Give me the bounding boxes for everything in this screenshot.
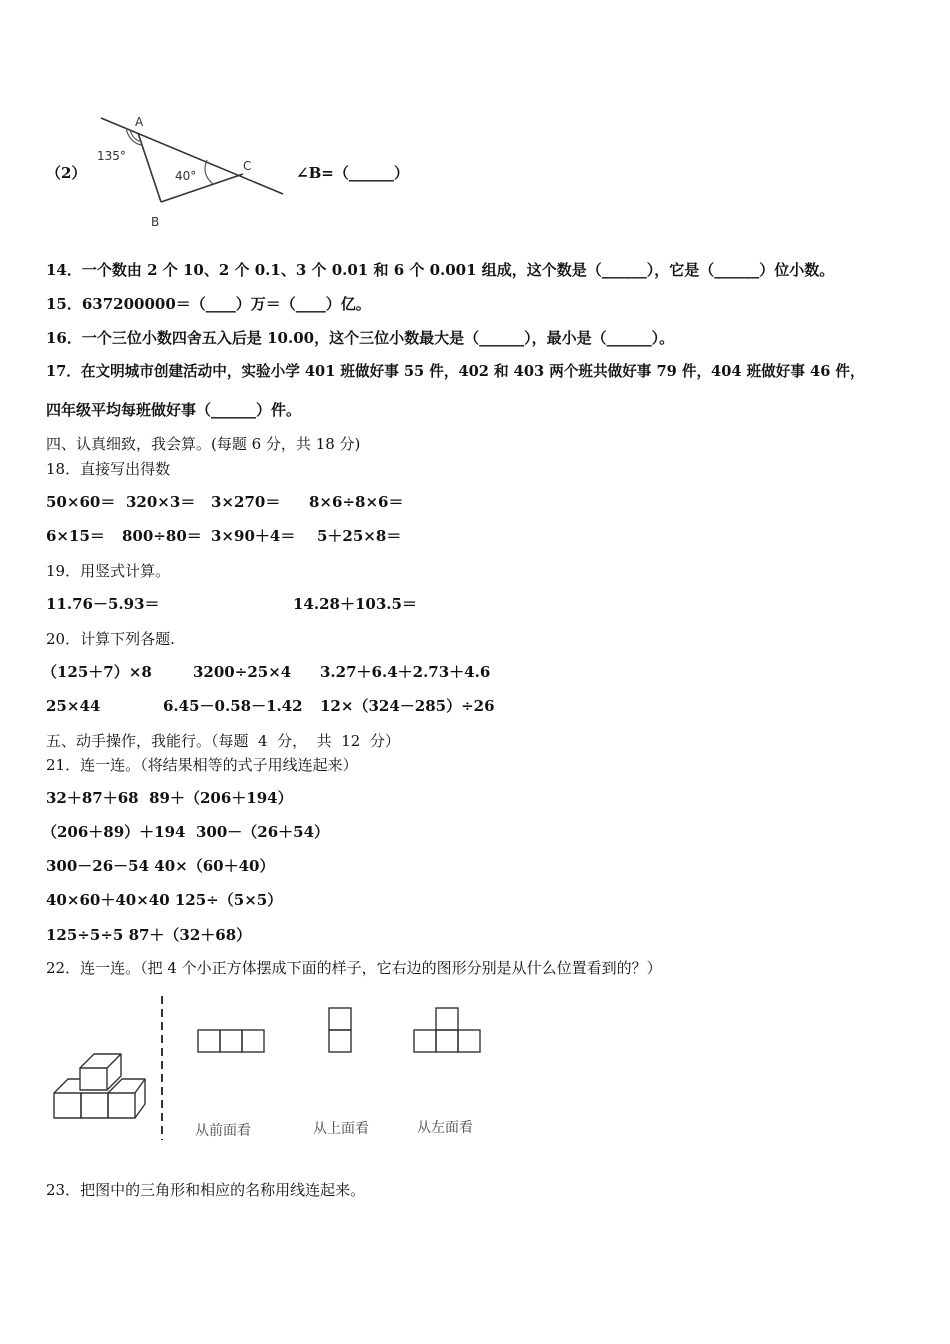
q20-item: 3.27＋6.4＋2.73＋4.6 bbox=[320, 663, 491, 681]
q18-item: 320×3＝ bbox=[126, 493, 196, 511]
q20-title: 20．计算下列各题. bbox=[46, 630, 175, 648]
q17-line2: 四年级平均每班做好事（______）件。 bbox=[46, 401, 302, 419]
view-label-top: 从上面看 bbox=[313, 1121, 369, 1137]
q17-line1: 17．在文明城市创建活动中，实验小学 401 班做好事 55 件，402 和 403 两个班共做好事 79 件，404 班做好事 46 件， bbox=[46, 363, 865, 380]
q21-left: 300－26－54 bbox=[46, 857, 150, 875]
q21-right: 87＋（32＋68） bbox=[128, 926, 252, 944]
label-135: 135° bbox=[97, 149, 126, 163]
cube-top-edge bbox=[107, 1054, 121, 1068]
view-label-front: 从前面看 bbox=[195, 1123, 251, 1139]
q18-item: 8×6÷8×6＝ bbox=[309, 493, 404, 511]
q20-item: 3200÷25×4 bbox=[193, 663, 292, 681]
q18-item: 6×15＝ bbox=[46, 527, 105, 545]
cube-left-top bbox=[54, 1079, 80, 1093]
q21-right: 125÷（5×5） bbox=[174, 891, 283, 909]
q21-row bbox=[46, 788, 293, 808]
label-a: A bbox=[135, 115, 144, 129]
cube-right-top bbox=[108, 1079, 145, 1118]
q19-item: 14.28＋103.5＝ bbox=[293, 595, 417, 613]
section5-title: 五、动手操作，我能行。（每题 4 分， 共 12 分） bbox=[46, 732, 400, 750]
q19-item: 11.76－5.93＝ bbox=[46, 595, 160, 613]
segment-a-b bbox=[138, 133, 161, 202]
view-label-left: 从左面看 bbox=[417, 1120, 473, 1136]
q21-right: 89＋（206＋194） bbox=[149, 789, 293, 807]
label-c: C bbox=[243, 159, 252, 173]
q21-left: 125÷5÷5 bbox=[46, 926, 124, 944]
q20-item: （125＋7）×8 bbox=[42, 663, 152, 681]
cube-right-edge bbox=[135, 1079, 145, 1093]
q21-left: （206＋89）＋194 bbox=[42, 823, 186, 841]
cube-bottom-1 bbox=[54, 1093, 81, 1118]
left-view-figure bbox=[412, 1006, 484, 1054]
segment-b-c bbox=[161, 174, 243, 202]
q16: 16．一个三位小数四舍五入后是 10.00，这个三位小数最大是（______），最小是（______）。 bbox=[46, 329, 675, 347]
q20-item: 25×44 bbox=[46, 697, 101, 715]
label-40: 40° bbox=[175, 169, 197, 183]
q13-part-label: （2） bbox=[46, 164, 87, 182]
top-view-figure bbox=[327, 1006, 355, 1054]
q21-left: 40×60＋40×40 bbox=[46, 891, 170, 909]
q18-item: 5＋25×8＝ bbox=[317, 527, 402, 545]
cube-bottom-2 bbox=[81, 1093, 108, 1118]
q20-item: 12×（324－285）÷26 bbox=[320, 697, 495, 715]
q18-title: 18．直接写出得数 bbox=[46, 460, 171, 478]
q22-title: 22．连一连。（把 4 个小正方体摆成下面的样子，它右边的图形分别是从什么位置看到的？） bbox=[46, 959, 662, 977]
q18-item: 3×90＋4＝ bbox=[211, 527, 296, 545]
q18-item: 50×60＝ bbox=[46, 493, 116, 511]
angle-figure bbox=[95, 112, 295, 232]
q21-row bbox=[46, 925, 251, 945]
cube-figure bbox=[50, 1048, 150, 1124]
q21-right: 300－（26＋54） bbox=[195, 823, 330, 841]
q21-right: 40×（60＋40） bbox=[154, 857, 275, 875]
cube-top-front bbox=[80, 1068, 107, 1090]
q21-row bbox=[46, 890, 282, 910]
q21-left: 32＋87＋68 bbox=[46, 789, 139, 807]
q19-title: 19．用竖式计算。 bbox=[46, 562, 171, 580]
q21-row bbox=[42, 822, 329, 842]
q14: 14．一个数由 2 个 10、2 个 0.1、3 个 0.01 和 6 个 0.001 组成，这个数是（______），它是（______）位小数。 bbox=[46, 261, 835, 279]
q18-item: 3×270＝ bbox=[211, 493, 281, 511]
q23-title: 23．把图中的三角形和相应的名称用线连起来。 bbox=[46, 1181, 366, 1199]
q15: 15．637200000＝（____）万＝（____）亿。 bbox=[46, 295, 371, 313]
cube-bottom-3 bbox=[108, 1093, 135, 1118]
label-b: B bbox=[151, 215, 160, 229]
q13-angle-b-question: ∠B=（______） bbox=[296, 164, 409, 182]
q21-title: 21．连一连。（将结果相等的式子用线连起来） bbox=[46, 756, 358, 774]
front-view-figure bbox=[196, 1028, 268, 1054]
dashed-divider bbox=[158, 996, 166, 1140]
q18-item: 800÷80＝ bbox=[122, 527, 202, 545]
q20-item: 6.45－0.58－1.42 bbox=[163, 697, 303, 715]
q21-row bbox=[46, 856, 275, 876]
section4-title: 四、认真细致，我会算。(每题 6 分，共 18 分) bbox=[46, 435, 361, 453]
